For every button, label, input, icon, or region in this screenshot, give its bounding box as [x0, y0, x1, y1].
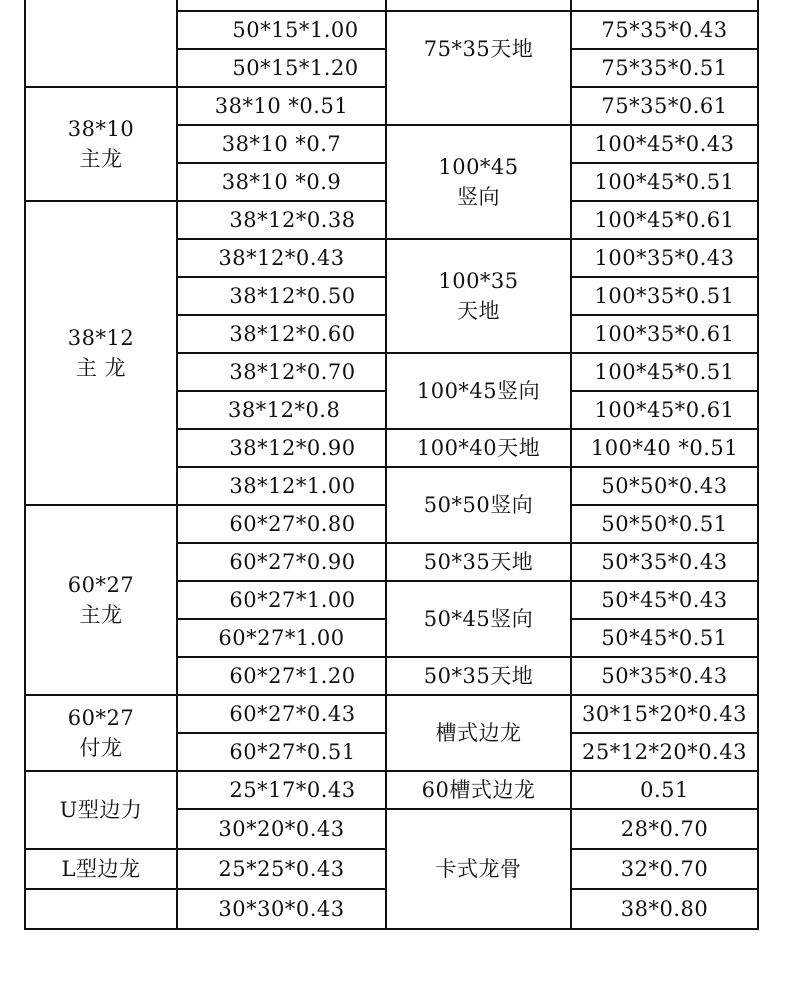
size-cell: 100*35*0.51 — [571, 277, 758, 315]
spec-cell — [177, 0, 386, 11]
size-cell: 100*35*0.43 — [571, 239, 758, 277]
section-cell: 75*35天地 — [386, 11, 571, 125]
section-cell: 100*45竖向 — [386, 353, 571, 429]
size-cell: 50*35*0.43 — [571, 657, 758, 695]
table-row — [25, 771, 758, 809]
spec-cell: 38*12*0.90 — [177, 429, 386, 467]
size-cell: 50*45*0.51 — [571, 619, 758, 657]
size-cell: 50*50*0.43 — [571, 467, 758, 505]
spec-cell: 38*12*0.60 — [177, 315, 386, 353]
section-cell: 50*35天地 — [386, 543, 571, 581]
spec-cell: 38*12*1.00 — [177, 467, 386, 505]
size-cell: 28*0.70 — [571, 809, 758, 849]
size-cell: 50*45*0.43 — [571, 581, 758, 619]
spec-cell: 60*27*1.00 — [177, 581, 386, 619]
spec-cell: 38*10 *0.51 — [177, 87, 386, 125]
category-label-top: 60*27 — [67, 573, 135, 597]
size-cell: 75*35*0.51 — [571, 49, 758, 87]
spec-cell: 38*12*0.38 — [177, 201, 386, 239]
section-label-bottom: 天地 — [457, 299, 500, 323]
category-label-bottom: 主龙 — [79, 603, 123, 627]
section-label-bottom: 竖向 — [457, 185, 500, 209]
spec-cell: 30*20*0.43 — [177, 809, 386, 849]
spec-cell: 60*27*1.00 — [177, 619, 386, 657]
category-label-bottom: 付龙 — [79, 736, 123, 760]
spec-cell: 50*15*1.20 — [177, 49, 386, 87]
spec-cell: 60*27*1.20 — [177, 657, 386, 695]
size-cell — [571, 0, 758, 11]
size-cell: 30*15*20*0.43 — [571, 695, 758, 733]
spec-cell: 60*27*0.43 — [177, 695, 386, 733]
size-cell: 50*35*0.43 — [571, 543, 758, 581]
size-cell: 38*0.80 — [571, 889, 758, 929]
spec-cell: 60*27*0.51 — [177, 733, 386, 771]
spec-cell: 38*10 *0.9 — [177, 163, 386, 201]
section-cell: 60槽式边龙 — [386, 771, 571, 809]
spec-cell: 38*12*0.8 — [177, 391, 386, 429]
size-cell: 100*45*0.43 — [571, 125, 758, 163]
category-cell: L型边龙 — [25, 849, 177, 889]
section-cell: 槽式边龙 — [386, 695, 571, 771]
category-cell — [25, 889, 177, 929]
section-cell — [386, 125, 571, 239]
spec-cell: 38*12*0.70 — [177, 353, 386, 391]
category-label-bottom: 主 龙 — [75, 356, 127, 380]
spec-cell: 38*12*0.43 — [177, 239, 386, 277]
section-cell: 50*45竖向 — [386, 581, 571, 657]
size-cell: 25*12*20*0.43 — [571, 733, 758, 771]
size-cell: 75*35*0.43 — [571, 11, 758, 49]
spec-cell: 60*27*0.90 — [177, 543, 386, 581]
size-cell: 100*40 *0.51 — [571, 429, 758, 467]
size-cell: 75*35*0.61 — [571, 87, 758, 125]
category-cell — [25, 0, 177, 87]
keel-spec-table — [24, 0, 759, 930]
size-cell: 100*45*0.61 — [571, 391, 758, 429]
size-cell: 0.51 — [571, 771, 758, 809]
section-label-top: 100*35 — [438, 269, 519, 293]
category-label-top: 60*27 — [67, 706, 135, 730]
spec-cell: 30*30*0.43 — [177, 889, 386, 929]
category-cell: U型边力 — [25, 771, 177, 849]
category-cell — [25, 505, 177, 695]
section-cell — [386, 0, 571, 11]
section-cell: 50*35天地 — [386, 657, 571, 695]
category-label-top: 38*12 — [67, 326, 135, 350]
table-row — [25, 695, 758, 733]
section-cell — [386, 239, 571, 353]
spec-cell: 38*12*0.50 — [177, 277, 386, 315]
table-row — [25, 0, 758, 11]
size-cell: 100*45*0.51 — [571, 163, 758, 201]
category-label-top: 38*10 — [67, 117, 135, 141]
category-cell — [25, 87, 177, 201]
spec-cell: 38*10 *0.7 — [177, 125, 386, 163]
spec-cell: 50*15*1.00 — [177, 11, 386, 49]
section-cell: 卡式龙骨 — [386, 809, 571, 929]
size-cell: 100*45*0.61 — [571, 201, 758, 239]
category-cell — [25, 695, 177, 771]
spec-cell: 25*17*0.43 — [177, 771, 386, 809]
spec-cell: 60*27*0.80 — [177, 505, 386, 543]
section-label-top: 100*45 — [438, 155, 519, 179]
spec-cell: 25*25*0.43 — [177, 849, 386, 889]
size-cell: 100*35*0.61 — [571, 315, 758, 353]
category-cell — [25, 201, 177, 505]
size-cell: 100*45*0.51 — [571, 353, 758, 391]
section-cell: 50*50竖向 — [386, 467, 571, 543]
category-label-bottom: 主龙 — [79, 147, 123, 171]
section-cell: 100*40天地 — [386, 429, 571, 467]
size-cell: 32*0.70 — [571, 849, 758, 889]
size-cell: 50*50*0.51 — [571, 505, 758, 543]
